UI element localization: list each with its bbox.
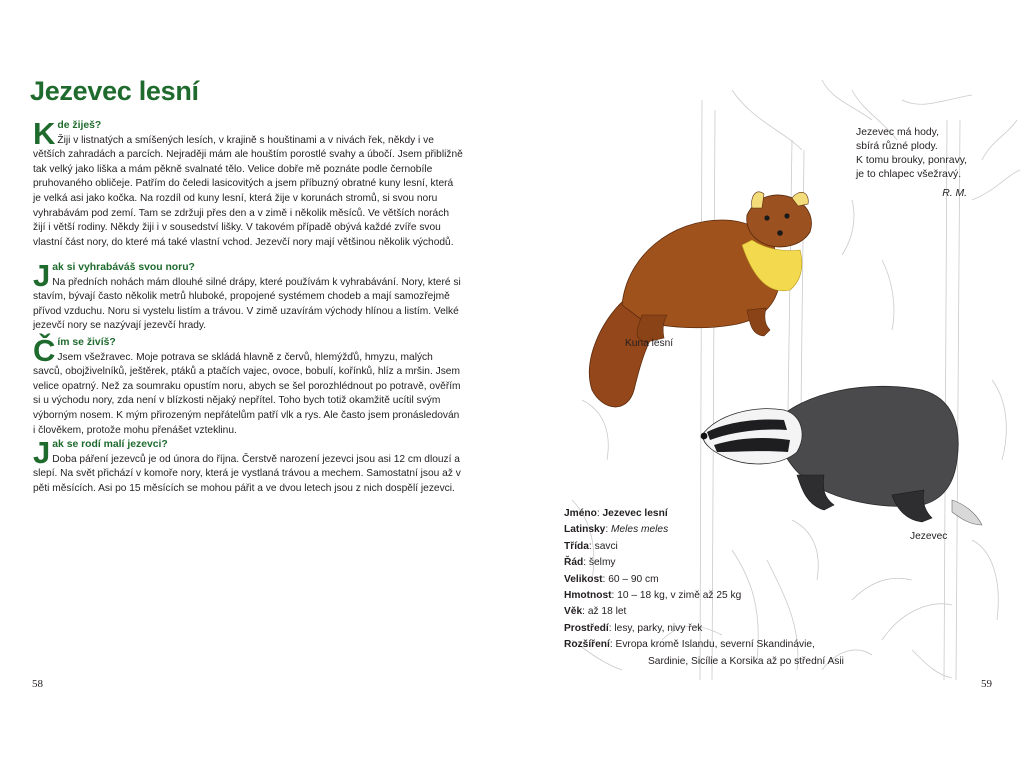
- dropcap: J: [33, 258, 51, 293]
- fact-label: Prostředí: [564, 622, 609, 634]
- marten-eye-left: [764, 215, 769, 220]
- fact-value: Jezevec lesní: [602, 508, 668, 519]
- dropcap: K: [33, 116, 56, 151]
- fact-label: Hmotnost: [564, 590, 612, 602]
- marten-ear-left: [752, 192, 764, 208]
- fact-label: Věk: [564, 606, 583, 618]
- section-habitat: [33, 116, 463, 250]
- dropcap: J: [33, 435, 51, 470]
- section-birth: [33, 435, 463, 496]
- fact-value: 60 – 90 cm: [608, 573, 659, 585]
- fact-name: Jméno: Jezevec lesní: [564, 508, 668, 519]
- poem-line: Jezevec má hody,: [856, 127, 939, 138]
- marten-nose: [777, 230, 783, 236]
- fact-label: Velikost: [564, 573, 603, 585]
- dropcap: Č: [33, 333, 56, 368]
- fact-range: Rozšíření: Evropa kromě Islandu, severní Skandinávie, Sardinie, Sicílie a Korsika až po střední Asii: [564, 639, 844, 667]
- right-page: [512, 0, 1024, 768]
- fact-value: šelmy: [588, 557, 616, 569]
- page-number-right: 59: [981, 678, 992, 690]
- fact-habitat: Prostředí: lesy, parky, nivy řek: [564, 622, 703, 634]
- page-title: Jezevec lesní: [30, 76, 199, 106]
- caption-kuna: Kuna lesní: [625, 338, 674, 349]
- fact-latin: Latinsky: Meles meles: [564, 524, 669, 536]
- poem: [856, 126, 967, 201]
- fact-value-continued: Sardinie, Sicílie a Korsika až po střední Asii: [648, 655, 844, 667]
- fact-value: lesy, parky, nivy řek: [614, 622, 703, 634]
- poem-author: R. M.: [942, 188, 968, 199]
- fact-order: Řád: šelmy: [564, 557, 616, 569]
- section-question: de žiješ?: [57, 120, 102, 131]
- section-question: ak se rodí malí jezevci?: [52, 439, 168, 450]
- marten-foreleg: [747, 308, 770, 336]
- fact-size: Velikost: 60 – 90 cm: [564, 573, 659, 585]
- fact-class: Třída: savci: [564, 540, 618, 552]
- fact-value: Evropa kromě Islandu, severní Skandinávie,: [615, 639, 815, 651]
- section-burrow: [33, 258, 463, 334]
- fact-value: 10 – 18 kg, v zimě až 25 kg: [617, 590, 742, 602]
- fact-label: Třída: [564, 540, 589, 552]
- fact-value: Meles meles: [611, 524, 669, 536]
- badger-illustration: [701, 386, 982, 525]
- badger-tail: [952, 500, 982, 525]
- section-body: Žiji v listnatých a smíšených lesích, v krajině s houštinami a v nivách řek, někdy i ve větších zahradách a parcích. Nejraději mám ale houštím porostlé svahy a úbočí. Jsem přibližně tak velký jako liška a mám pěkně svalnaté tělo. Velice dobře mě poznáte podle černobíle pruhovaného obličeje. Patřím do čeledi lasicovitých a jsem příbuzný obratné kuny lesní, která je velká asi jako kočka. Na rozdíl od kuny lesní, která žije v korunách stromů, si svou noru vyhrabávám pod zemí. Tam se zdržuji přes den a v zimě i několik měsíců. Ve větších norách žijí i větší rodiny. Někdy žiji i v sousedství lišky. V takovém případě obývá každé zvíře svou vlastní část nory, do které má také vlastní vchod. Jezevčí nory mají většinou několik východů.: [33, 134, 463, 248]
- fact-label: Latinsky: [564, 524, 606, 536]
- section-body: Doba páření jezevců je od února do října. Čerstvě narození jezevci jsou asi 12 cm dlouzí a slepí. Na svět přichází v komoře nory, která je vystlaná trávou a mechem. Samostatní jsou až v pěti měsících. Asi po 15 měsících se mohou pářit a ve dvou letech jsou z nich dospělí jezevci.: [33, 453, 461, 494]
- badger-nose: [701, 433, 708, 440]
- caption-jezevec: Jezevec: [910, 531, 948, 542]
- page-number-left: 58: [32, 678, 43, 690]
- poem-line: je to chlapec všežravý.: [856, 169, 962, 180]
- marten-illustration: [589, 192, 811, 407]
- fact-label: Rozšíření: [564, 639, 610, 651]
- fact-age: Věk: až 18 let: [564, 606, 627, 618]
- fact-weight: Hmotnost: 10 – 18 kg, v zimě až 25 kg: [564, 590, 742, 602]
- fact-value: až 18 let: [587, 606, 627, 618]
- marten-eye-right: [784, 213, 789, 218]
- section-question: ak si vyhrabáváš svou noru?: [52, 262, 195, 273]
- poem-line: sbírá různé plody.: [856, 141, 938, 152]
- fact-value: savci: [594, 540, 618, 552]
- section-question: ím se živíš?: [57, 337, 116, 348]
- fact-label: Řád: [564, 557, 584, 569]
- section-body: Jsem všežravec. Moje potrava se skládá hlavně z červů, hlemýžďů, hmyzu, malých savců, obojživelníků, ještěrek, ptáků a ptačích vajec, ovoce, bobulí, kořínků, hlíz a mršin. Jsem velice opatrný. Než za soumraku opustím noru, abych se šel porozhlédnout po potravě, ověřím si u východu nory, zda není v blízkosti nějaký nepřítel. Toho bych totiž okamžitě ucítil svým výborným nosem. K mým přirozeným nepřátelům patří vlk a rys. Ale často jsem pronásledován i člověkem, protože mohu přenášet vzteklinu.: [33, 351, 461, 436]
- section-body: Na předních nohách mám dlouhé silné drápy, které používám k vyhrabávání. Nory, které si stavím, bývají často několik metrů hluboké, propojené systémem chodeb a mají samozřejmě přívod vzduchu. Noru si vystelu listím a trávou. V zimě uzavírám východy hlínou a listím. Velké jezevčí nory se nazývají jezevčí hrady.: [33, 276, 461, 332]
- poem-line: K tomu brouky, ponravy,: [856, 155, 968, 166]
- fact-box: [564, 506, 844, 669]
- fact-label: Jméno: [564, 508, 597, 519]
- section-diet: [33, 333, 463, 438]
